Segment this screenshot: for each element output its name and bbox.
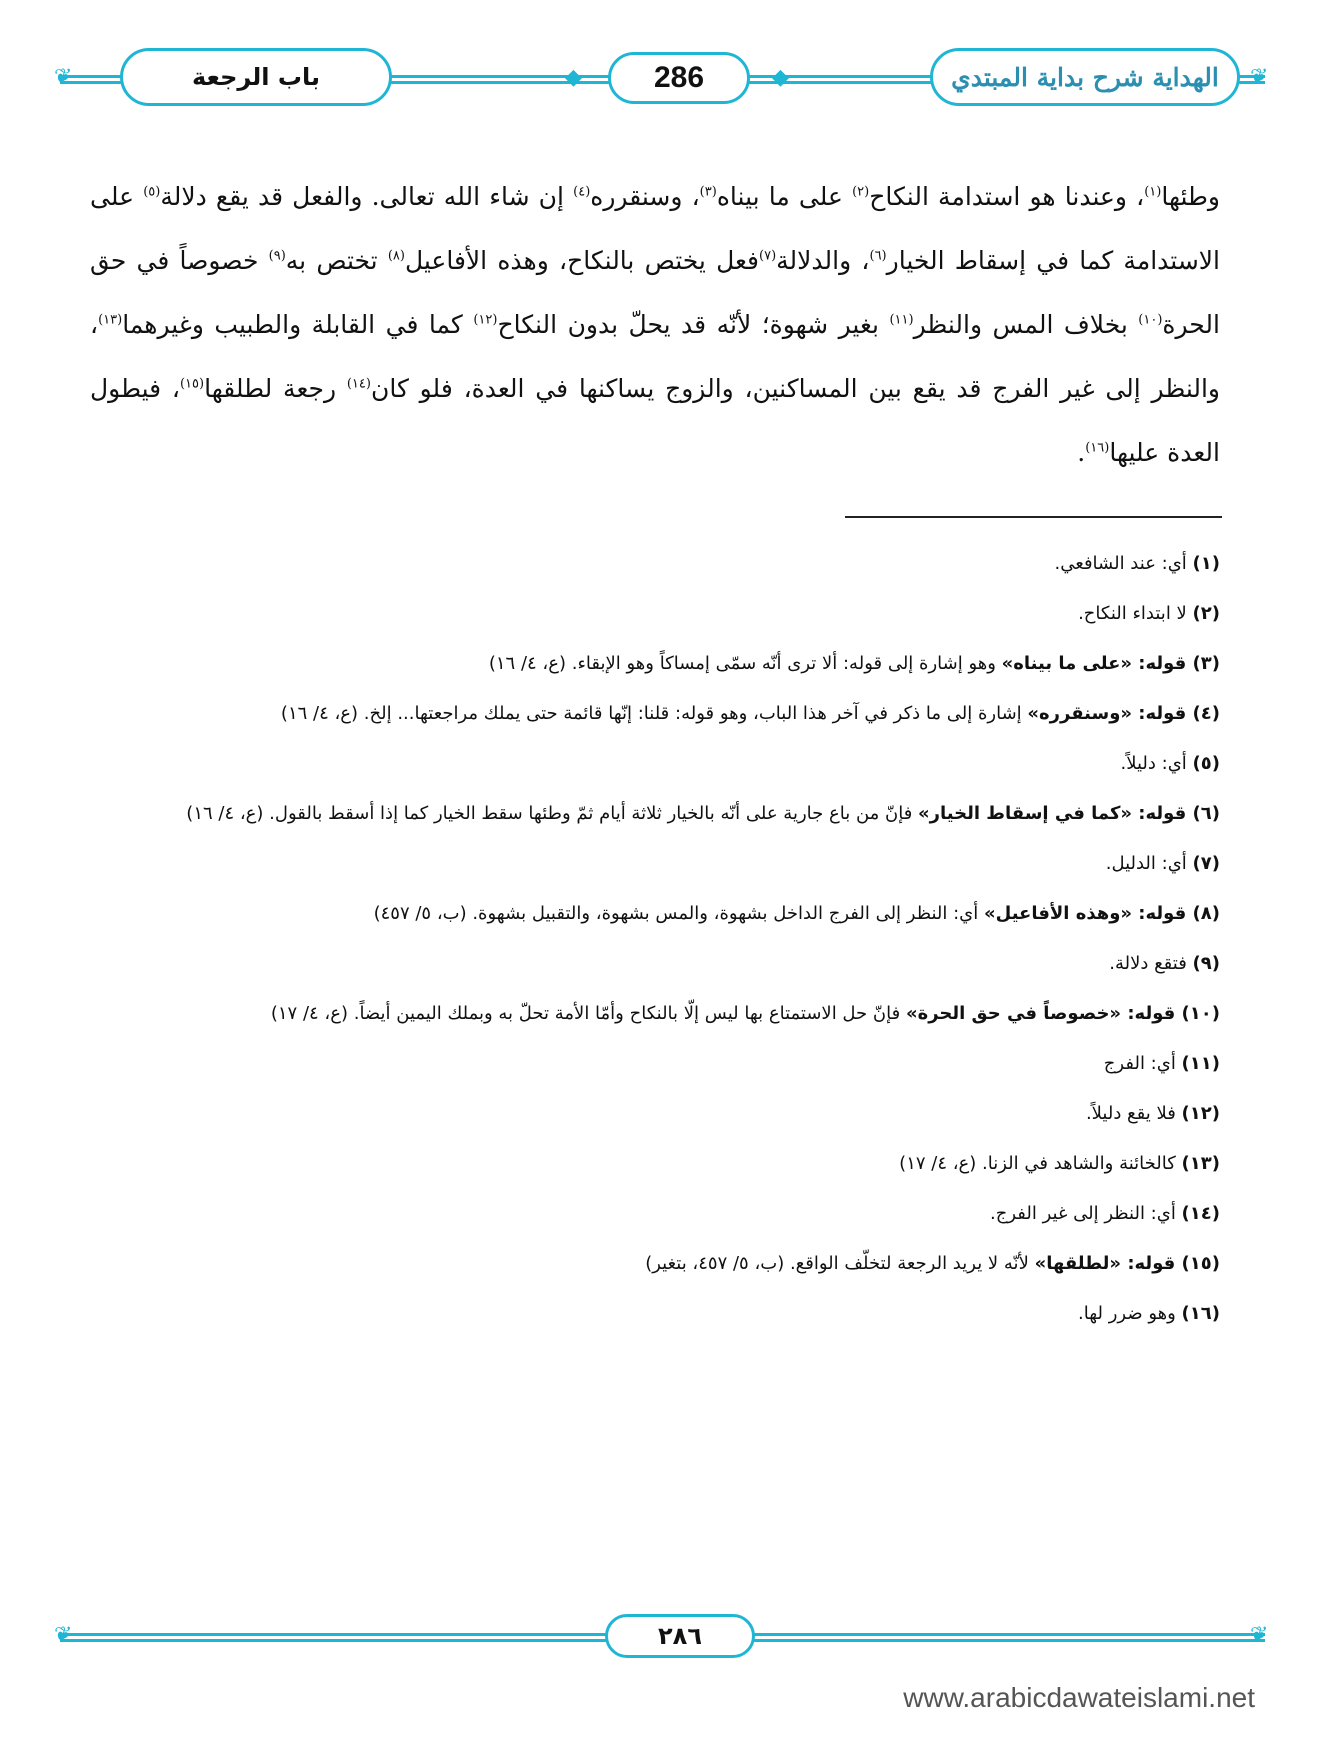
- footnote-marker[interactable]: (١٢): [473, 312, 498, 328]
- chapter-title: باب الرجعة: [120, 48, 392, 106]
- footnotes-list: [90, 550, 1220, 1350]
- footnote-text: أي: النظر إلى الفرج الداخل بشهوة، والمس بشهوة، والتقبيل بشهوة. (ب، ٥/ ٤٥٧): [373, 903, 984, 924]
- footnote-number: (١): [1192, 553, 1220, 574]
- paragraph-segment: ، وعندنا هو استدامة النكاح: [869, 182, 1145, 211]
- paragraph-segment: تختص به: [285, 246, 388, 275]
- footnote-text: أي: الدليل.: [1105, 853, 1193, 874]
- page-header: [54, 48, 1269, 108]
- footnote-marker[interactable]: (٨): [387, 248, 405, 264]
- footnote-item: [90, 1100, 1220, 1128]
- paragraph-segment: ، والنظر إلى غير الفرج قد يقع بين المساكنين، والزوج يساكنها في العدة، فلو كان: [90, 310, 1221, 403]
- paragraph-segment: ، وسنقرره: [590, 182, 700, 211]
- ornament-mid-right-icon: ◆: [772, 65, 789, 90]
- page-footer: [54, 1612, 1269, 1662]
- footnote-text: أي: النظر إلى غير الفرج.: [990, 1203, 1182, 1224]
- footnote-number: (١٥): [1181, 1253, 1220, 1274]
- paragraph-segment: إن شاء الله تعالى. والفعل قد يقع دلالة: [160, 182, 574, 211]
- paragraph-segment: بغير شهوة؛ لأنّه قد يحلّ بدون النكاح: [497, 310, 890, 339]
- footnote-item: [90, 1300, 1220, 1328]
- footnote-item: [90, 950, 1220, 978]
- footnote-text: كالخائنة والشاهد في الزنا. (ع، ٤/ ١٧): [899, 1153, 1182, 1174]
- footnote-text: فإنّ من باع جارية على أنّه بالخيار ثلاثة أيام ثمّ وطئها سقط الخيار كما إذا أسقط بالقول. (ع، ٤/ ١٦): [186, 803, 919, 824]
- footer-ornament-right-icon: ❦: [1250, 1623, 1269, 1648]
- footnote-marker[interactable]: (٣): [699, 184, 717, 200]
- footnote-lemma: قوله: «وهذه الأفاعيل»: [984, 903, 1193, 924]
- footnote-lemma: قوله: «على ما بيناه»: [1001, 653, 1193, 674]
- footnote-number: (١٢): [1181, 1103, 1220, 1124]
- footnote-marker[interactable]: (١١): [889, 312, 914, 328]
- footnote-number: (٧): [1192, 853, 1220, 874]
- paragraph-segment: وطئها: [1161, 182, 1220, 211]
- paragraph-segment: رجعة لطلقها: [204, 374, 347, 403]
- paragraph-segment: كما في القابلة والطبيب وغيرهما: [122, 310, 474, 339]
- footnote-text: فلا يقع دليلاً.: [1085, 1103, 1182, 1124]
- footnote-text: إشارة إلى ما ذكر في آخر هذا الباب، وهو قوله: قلنا: إنّها قائمة حتى يملك مراجعتها... إلخ. (ع، ٤/ ١٦): [280, 703, 1028, 724]
- website-url: www.arabicdawateislami.net: [903, 1682, 1255, 1713]
- footnote-item: [90, 700, 1220, 728]
- footnote-text: لأنّه لا يريد الرجعة لتخلّف الواقع. (ب، ٥/ ٤٥٧، بتغير): [645, 1253, 1035, 1274]
- footnote-marker[interactable]: (١٥): [179, 376, 205, 392]
- footer-ornament-left-icon: ❦: [54, 1623, 73, 1648]
- paragraph-segment: ، والدلالة: [776, 246, 870, 275]
- ornament-mid-left-icon: ◆: [565, 65, 582, 90]
- footnote-number: (٥): [1192, 753, 1220, 774]
- footnote-text: فتقع دلالة.: [1109, 953, 1193, 974]
- footnote-divider: [845, 516, 1222, 518]
- footnote-number: (٢): [1192, 603, 1220, 624]
- footnote-number: (٤): [1192, 703, 1220, 724]
- footnote-text: وهو إشارة إلى قوله: ألا ترى أنّه سمّى إمساكاً وهو الإبقاء. (ع، ٤/ ١٦): [488, 653, 1002, 674]
- footnote-marker[interactable]: (٥): [143, 184, 161, 200]
- footnote-marker[interactable]: (٦): [869, 248, 887, 264]
- footnote-item: [90, 1050, 1220, 1078]
- footnote-number: (٩): [1192, 953, 1220, 974]
- footnote-number: (١٤): [1181, 1203, 1220, 1224]
- footnote-lemma: قوله: «وسنقرره»: [1027, 703, 1193, 724]
- paragraph-segment: على الاستدامة كما في إسقاط الخيار: [90, 182, 1220, 275]
- footnote-item: [90, 850, 1220, 878]
- footnote-lemma: قوله: «لطلقها»: [1034, 1253, 1182, 1274]
- footnote-lemma: قوله: «كما في إسقاط الخيار»: [918, 803, 1193, 824]
- footnote-number: (١٣): [1181, 1153, 1220, 1174]
- paragraph-segment: على ما بيناه: [716, 182, 853, 211]
- footnote-item: [90, 750, 1220, 778]
- footnote-text: أي: الفرج: [1103, 1053, 1182, 1074]
- ornament-right-icon: ❦: [1250, 65, 1269, 90]
- footnote-item: [90, 550, 1220, 578]
- paragraph-segment: ، فيطول العدة عليها: [90, 374, 1220, 467]
- footnote-number: (٨): [1192, 903, 1220, 924]
- paragraph-segment: خصوصاً في حق الحرة: [90, 246, 1220, 339]
- footnote-marker[interactable]: (١٠): [1138, 312, 1163, 328]
- footnote-item: [90, 900, 1220, 928]
- footnote-item: [90, 1200, 1220, 1228]
- footnote-marker[interactable]: (١): [1144, 184, 1162, 200]
- main-paragraph: [90, 165, 1220, 485]
- book-title: الهداية شرح بداية المبتدي: [930, 48, 1240, 106]
- footnote-marker[interactable]: (١٣): [98, 312, 123, 328]
- paragraph-segment: بخلاف المس والنظر: [913, 310, 1139, 339]
- footnote-item: [90, 600, 1220, 628]
- ornament-left-icon: ❦: [54, 65, 73, 90]
- footnote-text: أي: عند الشافعي.: [1054, 553, 1193, 574]
- footnote-marker[interactable]: (٩): [268, 248, 286, 264]
- footnote-item: [90, 800, 1220, 828]
- footnote-marker[interactable]: (٢): [852, 184, 870, 200]
- footnote-number: (١٦): [1181, 1303, 1220, 1324]
- footnote-number: (٣): [1192, 653, 1220, 674]
- page-number-header: 286: [608, 52, 750, 104]
- footnote-number: (١١): [1181, 1053, 1220, 1074]
- footnote-text: وهو ضرر لها.: [1078, 1303, 1182, 1324]
- footnote-marker[interactable]: (١٦): [1085, 440, 1110, 456]
- footnote-item: [90, 1000, 1220, 1028]
- paragraph-segment: فعل يختص بالنكاح، وهذه الأفاعيل: [404, 246, 760, 275]
- footnote-text: فإنّ حل الاستمتاع بها ليس إلّا بالنكاح وأمّا الأمة تحلّ به وبملك اليمين أيضاً. (ع، ٤/ ١٧): [270, 1003, 906, 1024]
- footnote-item: [90, 1250, 1220, 1278]
- footnote-item: [90, 650, 1220, 678]
- footnote-marker[interactable]: (١٤): [346, 376, 371, 392]
- footnote-item: [90, 1150, 1220, 1178]
- page-number-footer: ٢٨٦: [605, 1614, 755, 1658]
- footnote-marker[interactable]: (٤): [573, 184, 591, 200]
- footnote-marker[interactable]: (٧): [759, 248, 777, 264]
- paragraph-segment: .: [1077, 438, 1086, 467]
- footnote-number: (١٠): [1181, 1003, 1220, 1024]
- footnote-text: أي: دليلاً.: [1120, 753, 1193, 774]
- footnote-number: (٦): [1192, 803, 1220, 824]
- footnote-lemma: قوله: «خصوصاً في حق الحرة»: [905, 1003, 1182, 1024]
- footnote-text: لا ابتداء النكاح.: [1078, 603, 1193, 624]
